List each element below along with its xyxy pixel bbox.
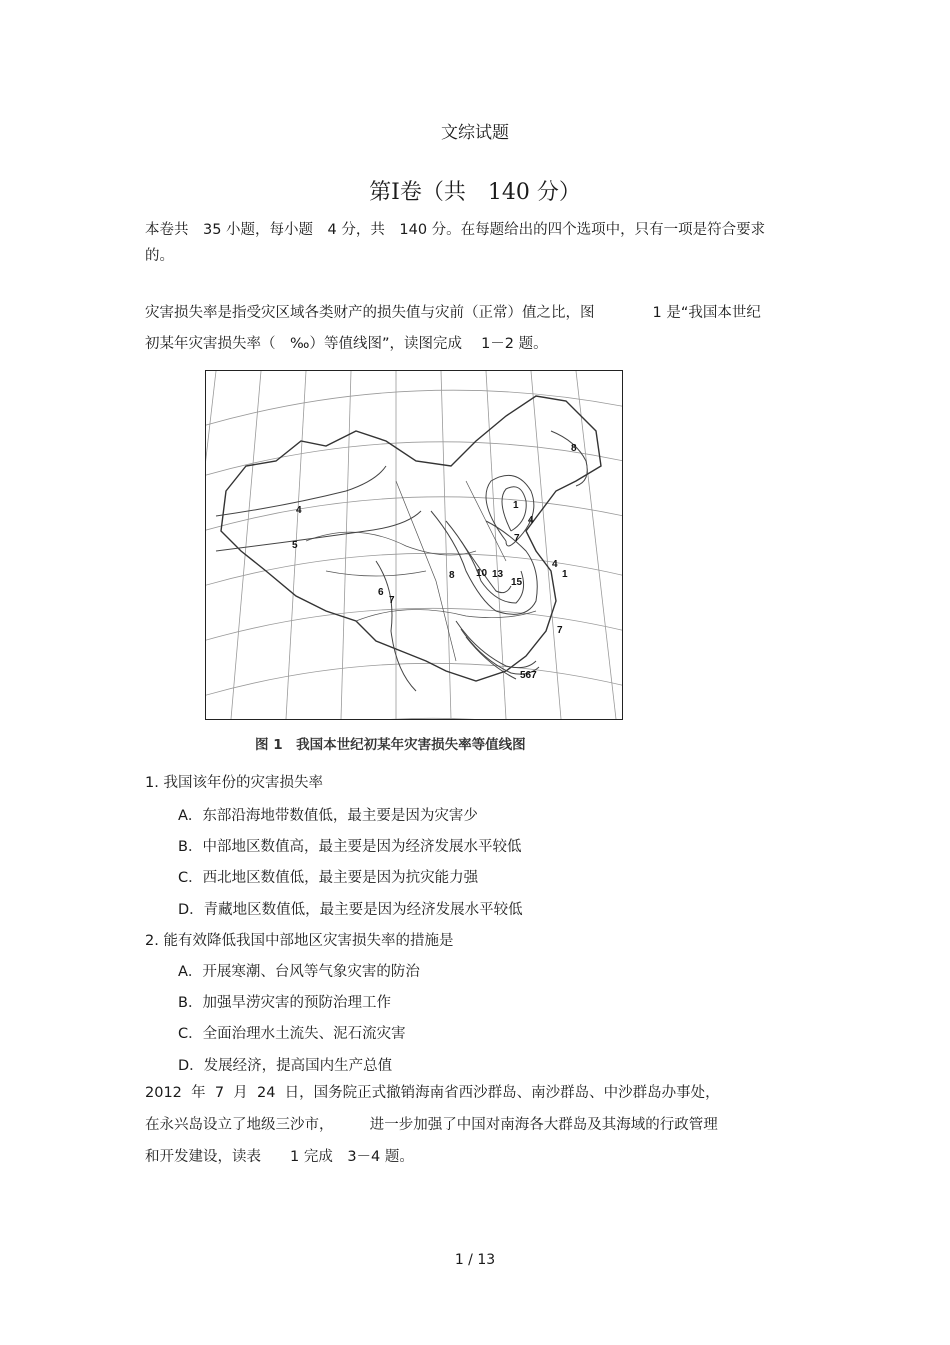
isoline-label: 7 — [557, 625, 563, 636]
page-number: 1 / 13 — [454, 1252, 496, 1268]
question-2-option-d: D．发展经济，提高国内生产总值 — [178, 1058, 393, 1074]
question-intro-line-1: 灾害损失率是指受灾区域各类财产的损失值与灾前（正常）值之比，图 1 是“我国本世纪 — [145, 305, 761, 321]
question-2-option-b: B．加强旱涝灾害的预防治理工作 — [178, 995, 391, 1011]
isoline-map-figure — [205, 370, 623, 720]
isoline-label: 567 — [520, 670, 537, 681]
figure-caption: 图 1 我国本世纪初某年灾害损失率等值线图 — [255, 737, 526, 753]
isoline-label: 10 — [476, 568, 488, 579]
sansha-paragraph-line-3: 和开发建设，读表 1 完成 3－4 题。 — [145, 1149, 414, 1165]
document-title: 文综试题 — [441, 123, 509, 143]
isoline-label: 4 — [528, 515, 534, 526]
sansha-paragraph-line-1: 2012 年 7 月 24 日，国务院正式撤销海南省西沙群岛、南沙群岛、中沙群岛办事处， — [145, 1085, 720, 1101]
isoline-map — [206, 371, 622, 719]
isoline-label: 1 — [513, 500, 519, 511]
isoline-label: 8 — [449, 570, 455, 581]
question-1-option-a: A．东部沿海地带数值低，最主要是因为灾害少 — [178, 808, 478, 824]
sansha-paragraph-line-2: 在永兴岛设立了地级三沙市， 进一步加强了中国对南海各大群岛及其海域的行政管理 — [145, 1117, 718, 1133]
question-1-stem: 1. 我国该年份的灾害损失率 — [145, 775, 323, 791]
isoline-label: 15 — [511, 577, 523, 588]
question-1-option-c: C．西北地区数值低，最主要是因为抗灾能力强 — [178, 870, 479, 886]
question-intro-line-2: 初某年灾害损失率（ ‰）等值线图”，读图完成 1－2 题。 — [145, 336, 548, 352]
isoline-label: 4 — [552, 559, 558, 570]
question-1-option-d: D．青藏地区数值低，最主要是因为经济发展水平较低 — [178, 902, 523, 918]
question-2-stem: 2. 能有效降低我国中部地区灾害损失率的措施是 — [145, 933, 454, 949]
isoline-label: 6 — [378, 587, 384, 598]
isoline-label: 8 — [571, 443, 577, 454]
question-1-option-b: B．中部地区数值高，最主要是因为经济发展水平较低 — [178, 839, 522, 855]
isoline-label: 13 — [492, 569, 504, 580]
isoline-label: 7 — [389, 595, 395, 606]
intro-line-2: 的。 — [145, 248, 174, 264]
isoline-label: 1 — [562, 569, 568, 580]
question-2-option-c: C．全面治理水土流失、泥石流灾害 — [178, 1026, 406, 1042]
isoline-label: 7 — [514, 533, 520, 544]
section-title: 第Ⅰ卷（共 140 分） — [369, 180, 581, 205]
intro-line-1: 本卷共 35 小题，每小题 4 分，共 140 分。在每题给出的四个选项中，只有一项是符合要求 — [145, 222, 766, 238]
question-2-option-a: A．开展寒潮、台风等气象灾害的防治 — [178, 964, 420, 980]
isoline-label: 5 — [292, 540, 298, 551]
isoline-label: 4 — [296, 505, 302, 516]
